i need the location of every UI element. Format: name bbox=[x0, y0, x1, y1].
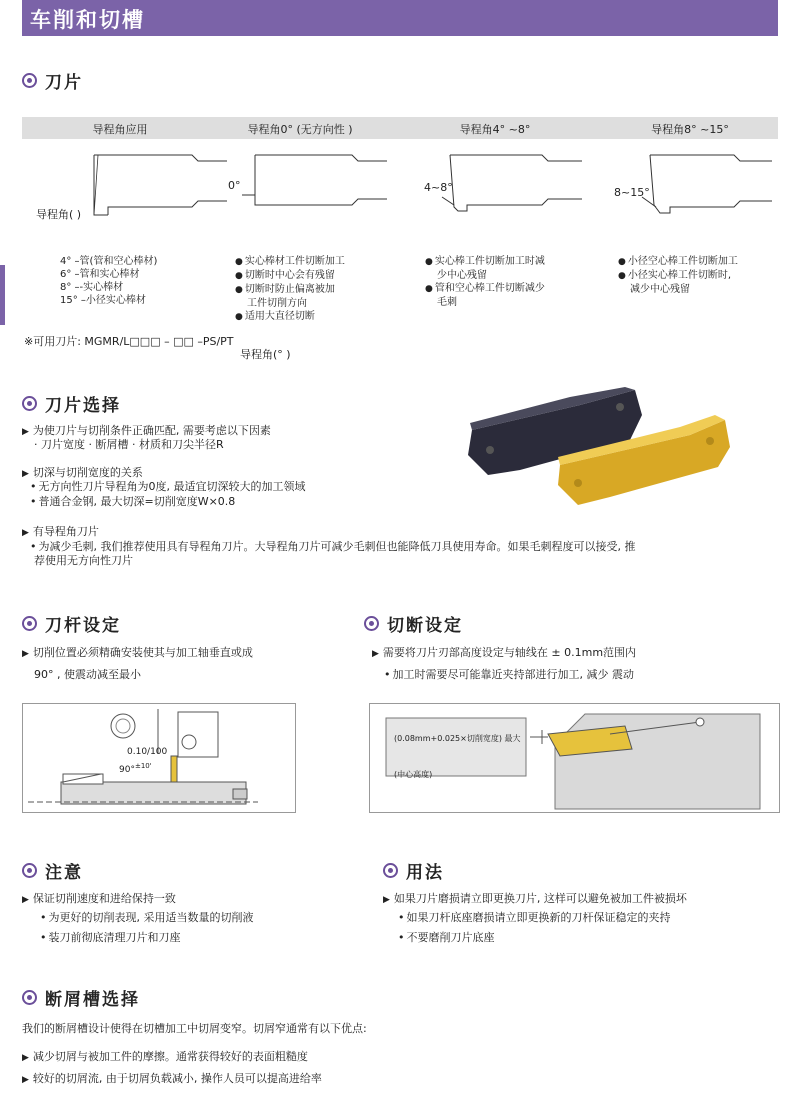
section-usage bbox=[383, 858, 444, 883]
column-head: 导程角4° ~8° bbox=[459, 123, 531, 136]
fig-angle bbox=[119, 760, 152, 777]
section-bullet-icon bbox=[383, 863, 398, 878]
text: 无方向性刀片导程角为0度, 最适宜切深较大的加工领域 bbox=[38, 480, 306, 493]
chipbreaker-intro: 我们的断屑槽设计使得在切槽加工中切屑变窄。切屑窄通常有以下优点: bbox=[22, 1022, 367, 1035]
section-notice bbox=[22, 858, 83, 883]
text: 90° bbox=[119, 765, 135, 775]
notice-item bbox=[40, 930, 181, 945]
lead-angle-notes bbox=[235, 255, 345, 324]
text: 为更好的切削表现, 采用适当数量的切削液 bbox=[48, 911, 254, 924]
lead-angle-notes bbox=[618, 255, 738, 296]
usable-blade-angle: 导程角(° ) bbox=[240, 348, 291, 361]
fig-center-height: (中心高度) bbox=[394, 770, 433, 779]
selection-factors: · 刀片宽度 · 断屑槽 · 材质和刀尖半径R bbox=[34, 438, 224, 451]
section-title: 刀片选择 bbox=[45, 396, 121, 416]
lead-angle-notes bbox=[425, 255, 545, 309]
text: 如果刀片磨损请立即更换刀片, 这样可以避免被加工件被损坏 bbox=[393, 892, 687, 905]
section-bullet-icon bbox=[22, 616, 37, 631]
text: 装刀前彻底清理刀片和刀座 bbox=[48, 931, 181, 944]
text: 切深与切削宽度的关系 bbox=[32, 466, 143, 479]
note-line: 小径空心棒工件切断加工 bbox=[627, 256, 738, 267]
note-line: 减少中心残留 bbox=[630, 284, 690, 295]
text: 较好的切屑流, 由于切屑负载减小, 操作人员可以提高进给率 bbox=[32, 1072, 322, 1085]
section-bullet-icon bbox=[364, 616, 379, 631]
section-bullet-icon bbox=[22, 990, 37, 1005]
note-line: 切断时防止偏离被加 bbox=[244, 284, 335, 295]
angle-label: 导程角( ) bbox=[36, 208, 82, 221]
text: 普通合金钢, 最大切深=切削宽度W×0.8 bbox=[38, 495, 236, 508]
cutoff-figure-drawing bbox=[370, 704, 779, 812]
page-title: 车削和切槽 bbox=[30, 8, 145, 32]
note-line: 管和空心棒工件切断减少 bbox=[434, 283, 545, 294]
section-bullet-icon bbox=[22, 73, 37, 88]
text: 减少切屑与被加工件的摩擦。通常获得较好的表面粗糙度 bbox=[32, 1050, 308, 1063]
fig-tolerance: 0.10/100 bbox=[127, 747, 168, 757]
text: ±10' bbox=[134, 762, 152, 770]
page-header bbox=[22, 0, 778, 36]
usage-item bbox=[398, 910, 671, 925]
section-title: 刀杆设定 bbox=[45, 616, 121, 636]
section-holder bbox=[22, 611, 121, 636]
notice-item bbox=[22, 891, 176, 908]
note-line: 实心棒材工件切断加工 bbox=[244, 256, 345, 267]
note-line: 切断时中心会有残留 bbox=[244, 270, 335, 281]
section-bullet-icon bbox=[22, 863, 37, 878]
cutoff-instruction bbox=[372, 645, 636, 662]
angle-label: 0° bbox=[228, 179, 241, 192]
selection-subpoint-cont: 荐使用无方向性刀片 bbox=[34, 554, 133, 567]
cutoff-figure bbox=[369, 703, 780, 813]
section-blade bbox=[22, 68, 83, 93]
text: 如果刀杆底座磨损请立即更换新的刀杆保证稳定的夹持 bbox=[406, 911, 671, 924]
angle-label: 8~15° bbox=[614, 186, 650, 199]
note-line: 适用大直径切断 bbox=[244, 311, 315, 322]
selection-subpoint bbox=[30, 539, 635, 554]
notice-item bbox=[40, 910, 254, 925]
text: 加工时需要尽可能靠近夹持部进行加工, 减少 震动 bbox=[392, 668, 634, 681]
note-line: 实心棒工件切断加工时减 bbox=[434, 256, 545, 267]
section-title: 切断设定 bbox=[387, 616, 463, 636]
section-chipbreaker bbox=[22, 985, 140, 1010]
section-bullet-icon bbox=[22, 396, 37, 411]
note-line: 15° –小径实心棒材 bbox=[60, 295, 146, 306]
text: 为使刀片与切削条件正确匹配, 需要考虑以下因素 bbox=[32, 424, 271, 437]
section-title: 刀片 bbox=[45, 73, 83, 93]
note-line: 毛刺 bbox=[437, 297, 457, 308]
lead-angle-notes bbox=[60, 255, 157, 307]
chipbreaker-item bbox=[22, 1049, 308, 1066]
usable-blade-code: ※可用刀片: MGMR/L□□□ – □□ –PS/PT bbox=[24, 335, 234, 348]
text: 不要磨削刀片底座 bbox=[406, 931, 495, 944]
lead-angle-diagrams bbox=[22, 145, 778, 245]
column-head: 导程角应用 bbox=[92, 123, 148, 136]
note-line: 6° –管和实心棒材 bbox=[60, 269, 140, 280]
column-head: 导程角0° (无方向性 ) bbox=[247, 123, 353, 136]
chipbreaker-item bbox=[22, 1071, 322, 1088]
text: 切削位置必须精确安装使其与加工轴垂直或成 bbox=[32, 646, 253, 659]
holder-instruction bbox=[22, 645, 253, 662]
text: 保证切削速度和进给保持一致 bbox=[32, 892, 176, 905]
section-title: 断屑槽选择 bbox=[45, 990, 140, 1010]
usage-item bbox=[398, 930, 495, 945]
text: 有导程角刀片 bbox=[32, 525, 99, 538]
holder-figure bbox=[22, 703, 296, 813]
column-head: 导程角8° ~15° bbox=[651, 123, 729, 136]
note-line: 4° –管(管和空心棒材) bbox=[60, 256, 158, 267]
section-selection bbox=[22, 391, 121, 416]
selection-subpoint bbox=[30, 479, 306, 494]
text: 为减少毛刺, 我们推荐使用具有导程角刀片。大导程角刀片可减少毛刺但也能降低刀具使用寿命。如果毛刺程度可以接受, 推 bbox=[38, 540, 636, 553]
text: 需要将刀片刃部高度设定与轴线在 ± 0.1mm范围内 bbox=[382, 646, 637, 659]
note-line: 工件切削方向 bbox=[247, 298, 307, 309]
side-accent-bar bbox=[0, 265, 5, 325]
section-title: 注意 bbox=[45, 863, 83, 883]
section-cutoff bbox=[364, 611, 463, 636]
fig-formula: (0.08mm+0.025×切削宽度) 最大 bbox=[394, 734, 521, 743]
holder-instruction-cont: 90° , 使震动减至最小 bbox=[34, 668, 141, 681]
note-line: 少中心残留 bbox=[437, 270, 487, 281]
insert-product-image bbox=[460, 375, 740, 510]
angle-label: 4~8° bbox=[424, 181, 453, 194]
cutoff-instruction bbox=[384, 667, 634, 682]
note-line: 小径实心棒工件切断时, bbox=[627, 270, 732, 281]
section-title: 用法 bbox=[406, 863, 444, 883]
selection-subpoint bbox=[30, 494, 235, 509]
usage-item bbox=[383, 891, 687, 908]
note-line: 8° –-实心棒材 bbox=[60, 282, 124, 293]
